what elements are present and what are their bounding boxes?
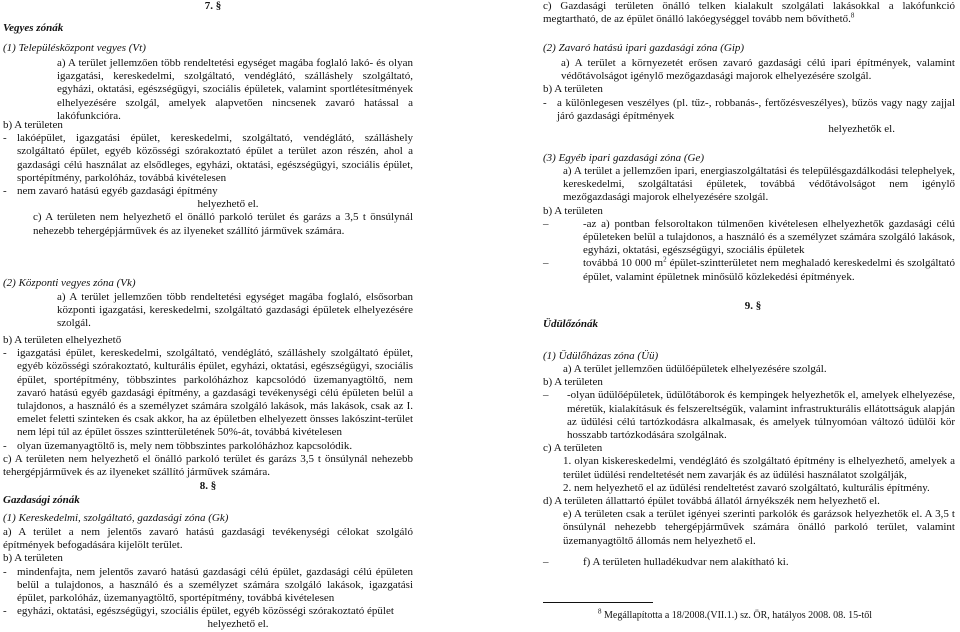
zone-vk-b-item-1: - igazgatási épület, kereskedelmi, szolgáltató, vendéglátó, szálláshely szolgáltató épület, egyéb közösségi szórakoztató, kulturális épület, egyházi, oktatási, egészségügyi, szociális épület, sportépítmény, többszintes parkolóházhoz kapcsolódó üzemanyagtöltő, nem zavaró hatású egyéb gazdasági építmény, a gazdasági tevékenységi célú épületen belül a tulajdonos, a használó és a személyzet számára szolgáló lakások, más lakások, csak az I. emelet feletti szinteken és csak akkor, ha az épületben elhelyezett önsses lakószint-terület nem lépi túl az épület összes szintterületének 50%-át, továbbá kivételesen xyxy=(3,347,413,439)
zone-gk-c: c) Gazdasági területen önálló telken kialakult szolgálati lakásokkal a lakófunkció megtartható, de az épület önálló lakóegységgel tovább nem bővíthető.$^8$ xyxy=(543,0,955,26)
footnote: $^8$ Megállapította a 18/2008.(VII.1.) sz. ÖR, hatályos 2008. 08. 15-től xyxy=(598,607,873,621)
zone-gk-b-item-2: - egyházi, oktatási, egészségügyi, szociális épület, egyéb közösségi szórakoztató épület xyxy=(3,605,394,618)
zone-ge-a: a) A terület a jellemzően ipari, energiaszolgáltatási és településgazdálkodási telephelyek, kereskedelmi, szolgáltatási épületek, továbbá védőtávolságot nem igénylő mezőgazdasági majorok elhelyezésére szolgál. xyxy=(563,165,955,204)
zone-gip-b-item-1: - a különlegesen veszélyes (pl. tűz-, robbanás-, fertőzésveszélyes), bűzös vagy nagy zajjal járó gazdasági építmények xyxy=(543,96,955,122)
section-9-number: 9. § xyxy=(744,300,762,312)
zone-vt-b-end: helyezhető el. xyxy=(197,198,259,211)
zone-gip-b: b) A területen xyxy=(543,83,603,96)
zone-vt-b: b) A területen xyxy=(3,119,63,131)
left-column xyxy=(3,0,413,631)
zone-uu-a: a) A terület jellemzően üdülőépületek elhelyezésére szolgál. xyxy=(563,363,827,375)
zone-vk-b-item-2: - olyan üzemanyagtöltő is, mely nem többszintes parkolóházhoz kapcsolódik. xyxy=(3,439,353,452)
zone-vk-c: c) A területen nem helyezhető el önálló parkoló terület és garázs 3,5 t önsúlynál nehezebb tehergépjárművek és az ilyeneket szállító járművek számára. xyxy=(3,452,413,479)
zone-gk-b: b) A területen xyxy=(3,552,63,565)
section-7-title: Vegyes zónák xyxy=(3,22,64,34)
zone-gip-title: (2) Zavaró hatású ipari gazdasági zóna (Gip) xyxy=(543,42,745,54)
zone-uu-c: c) A területen xyxy=(543,442,603,455)
zone-vt-c: c) A területen nem helyezhető el önálló parkoló terület és garázs a 3,5 t önsúlynál nehezebb tehergépjárművek és az ilyeneket szállító járművek számára. xyxy=(33,211,413,237)
zone-uu-c-2: 2. nem helyezhető el az üdülési rendeltetést zavaró szolgáltató, kulturális építmény. xyxy=(563,481,930,494)
zone-ge-b: b) A területen xyxy=(543,204,603,217)
zone-vt-title: (1) Településközpont vegyes (Vt) xyxy=(3,42,146,54)
footnote-divider xyxy=(543,602,653,603)
zone-uu-b-item-1: – -olyan üdülőépületek, üdülőtáborok és kempingek helyezhetők el, amelyek elhelyezése, méretük, kialakításuk és felszereltségük, valamint infrastrukturális ellátottságuk alapján az üdülési célú tartózkodásra alkalmasak, és amelyek túlnyomóan változó üdülői kör hosszabb tartózkodására szolgálnak. xyxy=(543,389,955,442)
section-8-title: Gazdasági zónák xyxy=(3,494,80,506)
zone-uu-f: – f) A területen hulladékudvar nem alakítható ki. xyxy=(543,555,789,568)
zone-vk-a: a) A terület jellemzően több rendeltetési egységet magába foglaló, elsősorban központi igazgatási, kereskedelmi, szolgáltató gazdasági épületek elhelyezésére szolgál. xyxy=(57,291,413,330)
zone-ge-title: (3) Egyéb ipari gazdasági zóna (Ge) xyxy=(543,152,705,164)
zone-vk-title: (2) Központi vegyes zóna (Vk) xyxy=(3,277,136,289)
zone-vk-b: b) A területen elhelyezhető xyxy=(3,334,122,346)
zone-gk-b-end: helyezhető el. xyxy=(207,618,269,631)
zone-gk-b-item-1: - mindenfajta, nem jelentős zavaró hatású gazdasági célú épület, gazdasági célú épületen belül a tulajdonos, a használó és a személyzet számára szolgáló lakások, igazgatási épület, parkolóház, üzemanyagtöltő, sportépítmény, továbbá kivételesen xyxy=(3,565,413,605)
section-9-title: Üdülőzónák xyxy=(543,318,599,330)
zone-uu-d: d) A területen állattartó épület továbbá állatól árnyékszék nem helyezhető el. xyxy=(543,495,880,508)
zone-vt-a: a) A terület jellemzően több rendeltetési egységet magába foglaló lakó- és olyan igazgatási, kereskedelmi, szolgáltató, vendéglátó, szálláshely szolgáltató, egyházi, oktatási, egészségügyi, szociális épületek, valamint sportlétesítmények elhelyezésére szolgál, amelyek alapvetően nincsenek zavaró hatással a lakófunkcióra. xyxy=(57,57,413,122)
zone-gip-b-end: helyezhetők el. xyxy=(828,123,895,136)
zone-vt-b-item-2: - nem zavaró hatású egyéb gazdasági építmény xyxy=(3,185,218,198)
zone-uu-c-1: 1. olyan kiskereskedelmi, vendéglátó és szolgáltató építmény is elhelyezhető, amelyek a terület üdülési rendeltetését nem zavarják és az üdülési használatot szolgálják, xyxy=(563,455,955,481)
zone-vt-b-item-1: - lakóépület, igazgatási épület, kereskedelmi, szolgáltató, vendéglátó, szálláshely szolgáltató épület, egyéb közösségi szórakoztató épület a terület azon részén, ahol a gazdasági célú használat az elsődleges, egyházi, oktatási, egészségügyi, szociális épület, sportépítmény, parkolóház, továbbá kivételesen xyxy=(3,132,413,184)
zone-uu-title: (1) Üdülőházas zóna (Üü) xyxy=(543,350,659,362)
zone-gip-a: a) A terület a környezetét erősen zavaró gazdasági célú ipari építmények, valamint védőtávolságot igénylő mezőgazdasági majorok elhelyezésére szolgál. xyxy=(561,57,955,83)
section-8-number: 8. § xyxy=(199,480,217,492)
zone-gk-title: (1) Kereskedelmi, szolgáltató, gazdasági zóna (Gk) xyxy=(3,512,229,524)
right-column xyxy=(543,0,955,627)
zone-gk-a: a) A terület a nem jelentős zavaró hatású gazdasági tevékenységi célokat szolgáló építmények befogadására kijelölt terület. xyxy=(3,526,413,552)
zone-ge-b-item-2: – továbbá 10 000 $m^2$ épület-szintterületet nem meghaladó kereskedelmi és szolgáltató épület, valamint épületnek minősülő közlekedési építmények. xyxy=(543,255,955,283)
section-7-number: 7. § xyxy=(204,0,222,12)
footnote-ref: 8 xyxy=(850,11,855,20)
zone-ge-b-item-1: – -az a) pontban felsoroltakon túlmenően kivételesen elhelyezhetők gazdasági célú épületeken belül a tulajdonos, a használó és a személyzet számára szolgáló lakások, egyházi, oktatási, egészségügyi, szociális épületek xyxy=(543,217,955,257)
zone-uu-b: b) A területen xyxy=(543,376,603,389)
zone-uu-e: e) A területen csak a terület igényei szerinti parkolók és garázsok helyezhetők el. A 3,5 t önsúlynál nehezebb tehergépjárművek számára önálló parkoló terület, valamint üzemanyagtöltő állomás nem helyezhető el. xyxy=(563,508,955,547)
